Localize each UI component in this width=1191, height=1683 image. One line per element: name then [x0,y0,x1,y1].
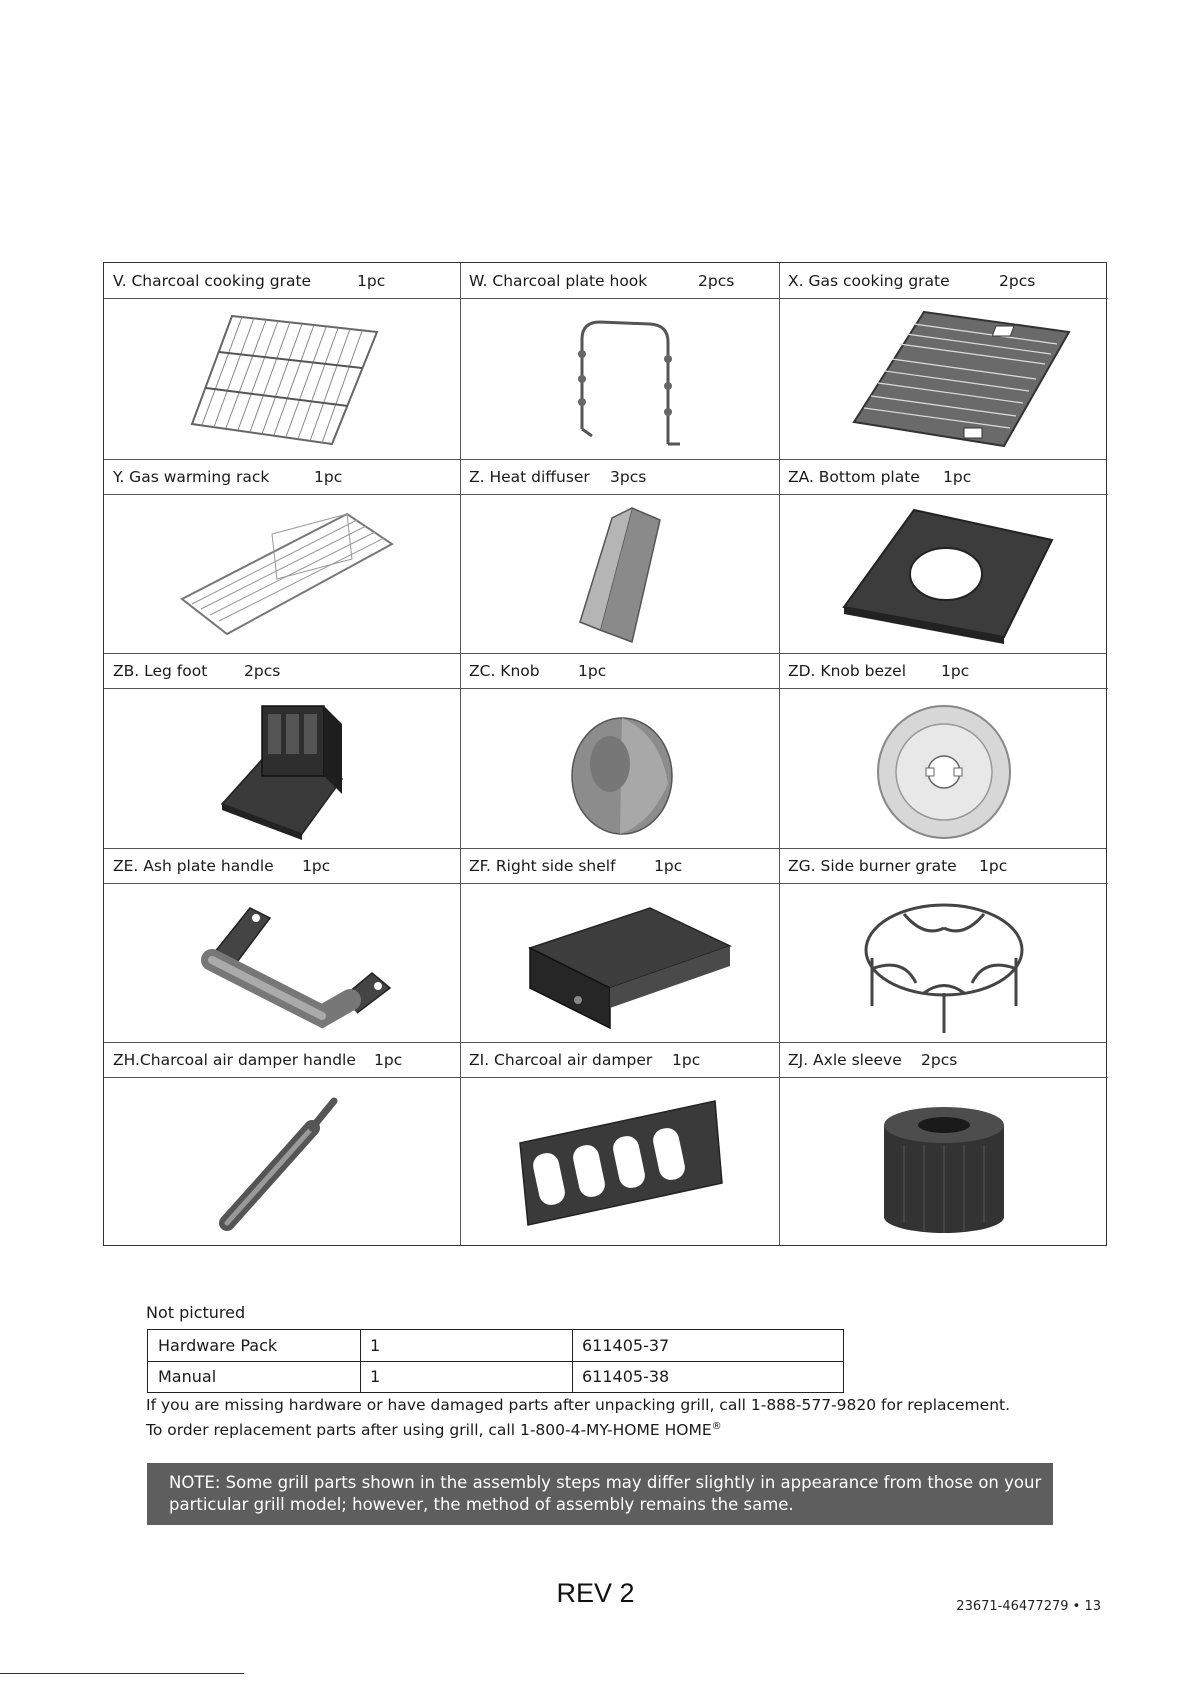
part-label: ZG. Side burner grate [788,857,957,875]
order-parts-text [146,1421,722,1439]
part-label: ZB. Leg foot [113,662,208,680]
np-part-number: 611405-38 [582,1367,670,1386]
np-item: Manual [158,1367,217,1386]
part-header [779,653,1108,689]
part-qty: 1pc [374,1051,403,1069]
part-qty: 1pc [357,272,386,290]
part-qty: 2pcs [999,272,1036,290]
not-pictured-title: Not pictured [146,1303,246,1322]
part-label: ZF. Right side shelf [469,857,616,875]
bottom-plate-icon [824,502,1064,647]
part-label: ZH.Charcoal air damper handle [113,1051,356,1069]
ash-plate-handle-icon [152,888,412,1038]
table-row [148,1361,843,1392]
part-cell [104,1042,460,1247]
part-label: ZJ. Axle sleeve [788,1051,902,1069]
heat-diffuser-icon [540,502,700,647]
part-header [779,263,1108,299]
part-qty: 1pc [654,857,683,875]
knob-bezel-icon [864,694,1024,844]
part-header [104,1042,460,1078]
registered-mark: ® [711,1421,722,1432]
part-qty: 1pc [943,468,972,486]
part-label: ZA. Bottom plate [788,468,920,486]
np-qty: 1 [370,1336,381,1355]
order-parts-label: To order replacement parts after using grill, call 1-800-4-MY-HOME HOME [146,1421,712,1440]
part-qty: 2pcs [698,272,735,290]
part-cell [779,1042,1108,1247]
part-header [779,1042,1108,1078]
right-side-shelf-icon [500,888,740,1038]
part-qty: 3pcs [610,468,647,486]
charcoal-air-damper-handle-icon [182,1083,382,1243]
part-cell [460,848,779,1042]
footer-rule [0,1673,244,1674]
gas-cooking-grate-icon [814,304,1074,454]
part-header [460,1042,779,1078]
table-row [148,1330,843,1362]
np-item: Hardware Pack [158,1336,278,1355]
axle-sleeve-icon [854,1083,1034,1243]
part-label: ZD. Knob bezel [788,662,906,680]
part-qty: 1pc [979,857,1008,875]
page-number: 23671-46477279 • 13 [956,1599,1101,1614]
missing-parts-text: If you are missing hardware or have damaged parts after unpacking grill, call 1-888-577-9820 for replacement. [146,1396,1011,1414]
part-label: ZI. Charcoal air damper [469,1051,653,1069]
charcoal-plate-hook-icon [520,304,720,454]
part-header [104,263,460,299]
part-label: W. Charcoal plate hook [469,272,648,290]
part-label: ZE. Ash plate handle [113,857,274,875]
part-qty: 1pc [578,662,607,680]
part-label: Z. Heat diffuser [469,468,590,486]
part-cell [779,653,1108,848]
part-qty: 2pcs [244,662,281,680]
part-qty: 2pcs [921,1051,958,1069]
part-header [460,459,779,495]
charcoal-air-damper-icon [500,1083,740,1243]
part-header [460,263,779,299]
part-label: X. Gas cooking grate [788,272,950,290]
knob-icon [540,694,700,844]
gas-warming-rack-icon [162,504,402,644]
part-header [779,848,1108,884]
part-cell [779,263,1108,459]
np-qty: 1 [370,1367,381,1386]
part-cell [460,1042,779,1247]
not-pictured-table [147,1329,844,1393]
part-cell [779,459,1108,653]
revision-label: REV 2 [556,1578,635,1608]
part-header [104,653,460,689]
leg-foot-icon [182,694,382,844]
part-cell [460,459,779,653]
note-line-2: particular grill model; however, the method of assembly remains the same. [169,1495,794,1514]
np-part-number: 611405-37 [582,1336,670,1355]
part-label: Y. Gas warming rack [113,468,270,486]
part-cell [779,848,1108,1042]
part-cell [104,459,460,653]
parts-grid [103,262,1107,1246]
part-qty: 1pc [672,1051,701,1069]
part-header [779,459,1108,495]
part-header [460,848,779,884]
note-box [147,1463,1053,1525]
part-label: ZC. Knob [469,662,540,680]
part-label: V. Charcoal cooking grate [113,272,312,290]
note-line-1: NOTE: Some grill parts shown in the assembly steps may differ slightly in appearance from those on your [169,1473,1042,1492]
part-cell [104,653,460,848]
side-burner-grate-icon [844,888,1044,1038]
part-header [460,653,779,689]
charcoal-cooking-grate-icon [162,304,402,454]
part-header [104,848,460,884]
part-header [104,459,460,495]
part-cell [460,263,779,459]
part-qty: 1pc [314,468,343,486]
part-qty: 1pc [941,662,970,680]
part-cell [460,653,779,848]
part-cell [104,848,460,1042]
part-cell [104,263,460,459]
part-qty: 1pc [302,857,331,875]
